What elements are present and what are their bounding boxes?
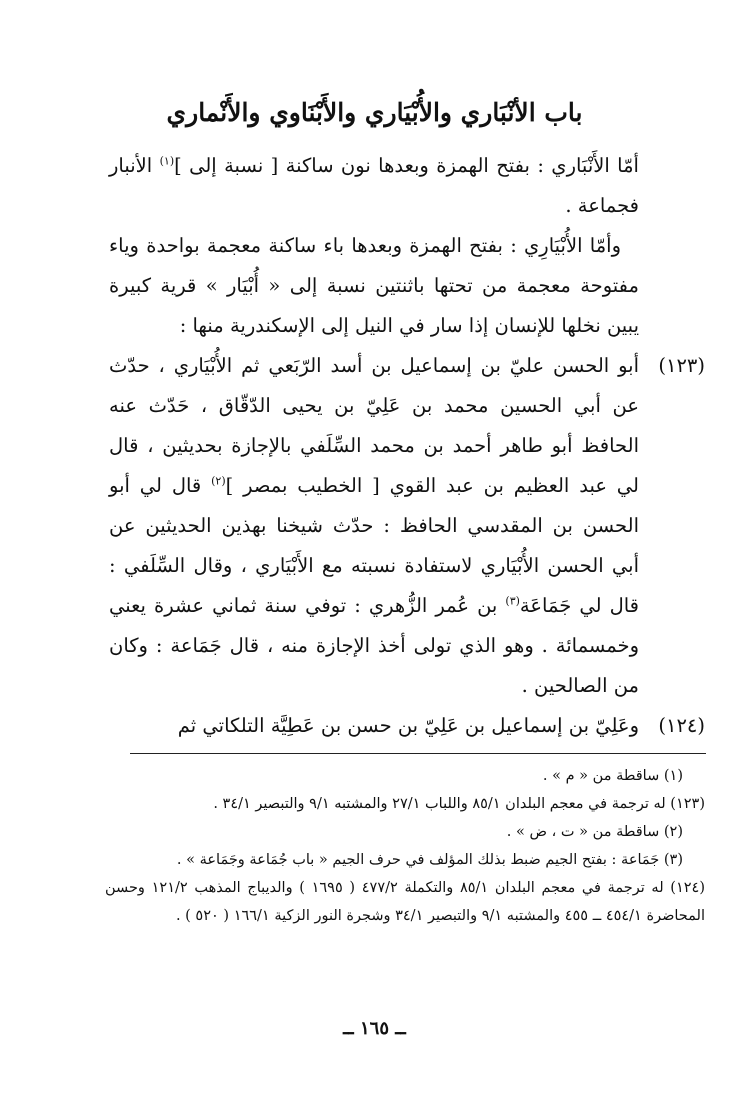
footnote-text: ساقطة من « ت ، ض » . — [506, 824, 660, 840]
footnote-separator — [130, 753, 706, 754]
page-number: ــ ١٦٥ ــ — [343, 1018, 406, 1039]
entry-number: (١٢٣) — [658, 354, 705, 377]
paragraph-text: أمّا الأَنْبَاري : بفتح الهمزة وبعدها نون ساكنة [ نسبة إلى ] — [174, 154, 639, 177]
paragraph-intro-anbari — [109, 146, 639, 226]
entry-text: وعَلِيّ بن إسماعيل بن عَلِيّ بن حسن بن عَطِيَّة التلكاتي ثم — [177, 714, 639, 737]
footnote-123 — [105, 790, 705, 818]
footnote-text: جَمَاعة : بفتح الجيم ضبط بذلك المؤلف في حرف الجيم « باب جُمَاعة وجَمَاعة » . — [176, 852, 660, 868]
entry-text: بن عُمر الزُّهري : توفي سنة ثماني عشرة يعني وخمسمائة . وهو الذي تولى أخذ الإجازة منه ، قال جَمَاعة : وكان من الصالحين . — [109, 594, 639, 697]
entry-124 — [109, 706, 705, 746]
footnote-text: له ترجمة في معجم البلدان ٨٥/١ والتكملة ٤٧٧/٢ ( ١٦٩٥ ) والديباج المذهب ١٢١/٢ وحسن المحاضرة ٤٥٤/١ ــ ٤٥٥ والمشتبه ٩/١ والتبصير ٣٤/١ وشجرة النور الزكية ١٦٦/١ ( ٥٢٠ ) . — [105, 880, 705, 924]
entry-text: أبو الحسن عليّ بن إسماعيل بن أسد الرّبَعي ثم الأُبْيَاري ، حدّث عن أبي الحسين محمد بن عَلِيّ بن يحيى الدّقّاق ، حَدّث عنه الحافظ أبو طاهر أحمد بن محمد السِّلَفي بالإجازة بحديثين ، قال لي عبد العظيم بن عبد القوي [ الخطيب بمصر ] — [109, 354, 640, 497]
paragraph-text: الأنبار فجماعة . — [109, 154, 639, 217]
chapter-title: باب الأنْبَاري والأُبْيَاري والأَبْنَاوي والأَنْماري — [166, 98, 583, 127]
entry-number: (١٢٤) — [658, 714, 705, 737]
footnote-124 — [105, 874, 705, 930]
footnote-label: (٣) — [663, 852, 683, 868]
footnote-label: (١٢٣) — [670, 796, 705, 812]
footnote-text: له ترجمة في معجم البلدان ٨٥/١ واللباب ٢٧/١ والمشتبه ٩/١ والتبصير ٣٤/١ . — [213, 796, 666, 812]
footnote-ref: (٢) — [211, 474, 226, 488]
footnote-label: (٢) — [663, 824, 683, 840]
footnote-label: (١) — [663, 768, 683, 784]
paragraph-intro-abyari: وأمّا الأُبْيَارِي : بفتح الهمزة وبعدها باء ساكنة معجمة بواحدة وياء مفتوحة معجمة من تحتها باثنتين نسبة إلى « أُبْيَار » قرية كبيرة يبين نخلها للإنسان إذا سار في النيل إلى الإسكندرية منها : — [109, 234, 639, 337]
footnote-text: ساقطة من « م » . — [542, 768, 660, 784]
footnote-2 — [105, 818, 705, 846]
footnote-ref: (٣) — [505, 594, 520, 608]
footnote-3 — [105, 846, 705, 874]
footnote-ref: (١) — [159, 154, 175, 168]
main-text — [109, 146, 705, 746]
footnote-label: (١٢٤) — [670, 880, 705, 896]
entry-123 — [109, 346, 705, 706]
footnotes — [105, 762, 705, 930]
footnote-1 — [105, 762, 705, 790]
entry-text: قال لي أبو الحسن بن المقدسي الحافظ : حدّث شيخنا بهذين الحديثين عن أبي الحسن الأُبْيَاري لاستفادة نسبته مع الأَبْيَاري ، وقال السِّلَفي : قال لي جَمَاعَة — [109, 474, 639, 617]
